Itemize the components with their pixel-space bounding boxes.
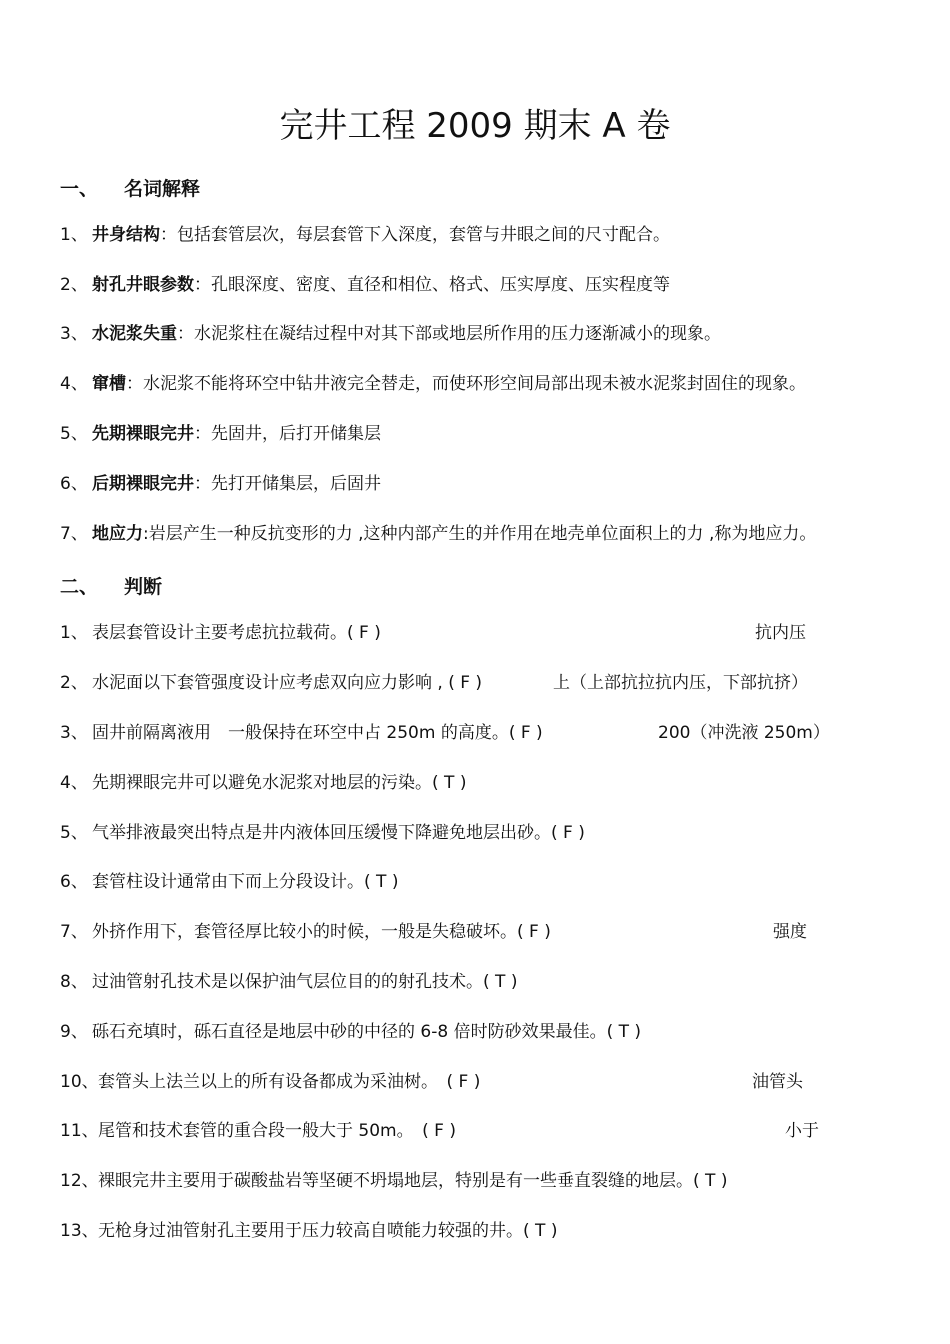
definition-term: 先期裸眼完井 xyxy=(92,424,194,444)
correction-note: 200（冲洗液 250m） xyxy=(658,723,830,743)
judgement-statement: 无枪身过油管射孔主要用于压力较高自喷能力较强的井。( T ) xyxy=(98,1221,558,1241)
judgement-item xyxy=(60,971,517,993)
correction-note: 油管头 xyxy=(752,1072,803,1092)
definition-text: ：先固井，后打开储集层 xyxy=(194,424,381,444)
judgement-statement: 固井前隔离液用 一般保持在环空中占 250m 的高度。( F ) xyxy=(92,723,543,743)
item-number: 3、 xyxy=(60,324,88,344)
item-number: 1、 xyxy=(60,225,88,245)
item-number: 4、 xyxy=(60,374,88,394)
definition-term: 水泥浆失重 xyxy=(92,324,177,344)
definition-term: 后期裸眼完井 xyxy=(92,474,194,494)
judgement-statement: 套管柱设计通常由下而上分段设计。( T ) xyxy=(92,872,399,892)
judgement-item xyxy=(60,1120,456,1142)
item-number: 5、 xyxy=(60,424,88,444)
correction-note: 上（上部抗拉抗内压，下部抗挤） xyxy=(553,673,808,693)
correction-note: 小于 xyxy=(785,1121,819,1141)
definition-item xyxy=(60,224,670,246)
section-number: 一、 xyxy=(60,178,99,200)
item-number: 8、 xyxy=(60,972,88,992)
judgement-item xyxy=(60,722,543,744)
judgement-statement: 表层套管设计主要考虑抗拉载荷。( F ) xyxy=(92,623,381,643)
judgement-item xyxy=(60,1021,641,1043)
definition-item xyxy=(60,323,721,345)
judgement-statement: 尾管和技术套管的重合段一般大于 50m。 ( F ) xyxy=(98,1121,456,1141)
item-number: 7、 xyxy=(60,524,88,544)
page-title: 完井工程 2009 期末 A 卷 xyxy=(279,106,671,146)
item-number: 7、 xyxy=(60,922,88,942)
item-number: 6、 xyxy=(60,872,88,892)
judgement-statement: 套管头上法兰以上的所有设备都成为采油树。 ( F ) xyxy=(98,1072,481,1092)
judgement-statement: 砾石充填时，砾石直径是地层中砂的中径的 6-8 倍时防砂效果最佳。( T ) xyxy=(92,1022,642,1042)
definition-term: 地应力 xyxy=(92,524,143,544)
item-number: 6、 xyxy=(60,474,88,494)
definition-term: 井身结构 xyxy=(92,225,160,245)
judgement-statement: 外挤作用下，套管径厚比较小的时候，一般是失稳破坏。( F ) xyxy=(92,922,551,942)
judgement-statement: 先期裸眼完井可以避免水泥浆对地层的污染。( T ) xyxy=(92,773,467,793)
definition-text: ：包括套管层次，每层套管下入深度，套管与井眼之间的尺寸配合。 xyxy=(160,225,670,245)
item-number: 13、 xyxy=(60,1221,99,1241)
definition-item xyxy=(60,523,816,545)
judgement-item xyxy=(60,871,398,893)
definition-text: ：水泥浆柱在凝结过程中对其下部或地层所作用的压力逐渐减小的现象。 xyxy=(177,324,721,344)
judgement-item xyxy=(60,822,585,844)
definition-text: ：孔眼深度、密度、直径和相位、格式、压实厚度、压实程度等 xyxy=(194,275,670,295)
item-number: 5、 xyxy=(60,823,88,843)
section-label: 判断 xyxy=(124,576,163,598)
item-number: 2、 xyxy=(60,673,88,693)
judgement-item xyxy=(60,772,466,794)
judgement-item xyxy=(60,622,381,644)
definition-item xyxy=(60,473,381,495)
correction-note: 抗内压 xyxy=(755,623,806,643)
judgement-item xyxy=(60,1170,727,1192)
judgement-item xyxy=(60,1220,557,1242)
judgement-statement: 裸眼完井主要用于碳酸盐岩等坚硬不坍塌地层，特别是有一些垂直裂缝的地层。( T ) xyxy=(98,1171,728,1191)
judgement-statement: 水泥面以下套管强度设计应考虑双向应力影响 , ( F ) xyxy=(92,673,483,693)
definition-text: ：水泥浆不能将环空中钻井液完全替走，而使环形空间局部出现未被水泥浆封固住的现象。 xyxy=(126,374,806,394)
judgement-item xyxy=(60,1071,480,1093)
item-number: 2、 xyxy=(60,275,88,295)
definition-item xyxy=(60,373,806,395)
section-number: 二、 xyxy=(60,576,99,598)
section-heading-judgement xyxy=(60,572,162,599)
definition-term: 窜槽 xyxy=(92,374,126,394)
judgement-statement: 气举排液最突出特点是井内液体回压缓慢下降避免地层出砂。( F ) xyxy=(92,823,585,843)
definition-item xyxy=(60,274,670,296)
definition-text: ：先打开储集层，后固井 xyxy=(194,474,381,494)
item-number: 9、 xyxy=(60,1022,88,1042)
judgement-item xyxy=(60,921,551,943)
section-heading-definitions xyxy=(60,174,200,201)
item-number: 4、 xyxy=(60,773,88,793)
definition-text: :岩层产生一种反抗变形的力 ,这种内部产生的并作用在地壳单位面积上的力 ,称为地应力。 xyxy=(143,524,817,544)
definition-term: 射孔井眼参数 xyxy=(92,275,194,295)
item-number: 11、 xyxy=(60,1121,99,1141)
judgement-statement: 过油管射孔技术是以保护油气层位目的的射孔技术。( T ) xyxy=(92,972,518,992)
item-number: 3、 xyxy=(60,723,88,743)
correction-note: 强度 xyxy=(773,922,807,942)
section-label: 名词解释 xyxy=(124,178,201,200)
definition-item xyxy=(60,423,381,445)
item-number: 1、 xyxy=(60,623,88,643)
item-number: 12、 xyxy=(60,1171,99,1191)
item-number: 10、 xyxy=(60,1072,99,1092)
judgement-item xyxy=(60,672,482,694)
